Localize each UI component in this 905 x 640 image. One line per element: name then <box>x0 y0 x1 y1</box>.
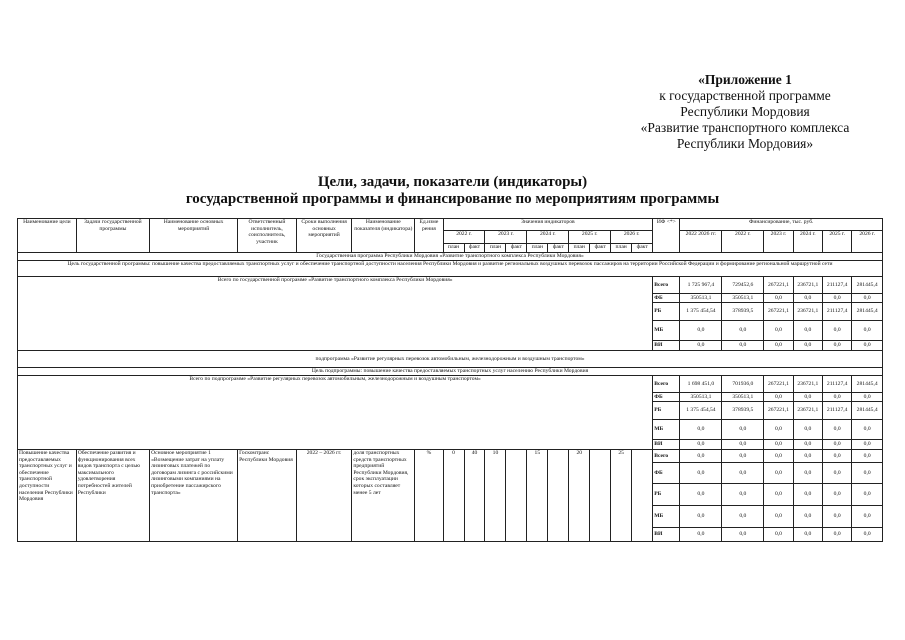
finance-value: 0,0 <box>852 463 883 484</box>
finance-value: 211127,4 <box>823 277 852 294</box>
header-plan: план <box>569 244 590 253</box>
activity-row <box>18 450 883 463</box>
finance-source: Всего <box>653 376 680 393</box>
finance-value: 0,0 <box>852 341 883 351</box>
header-source: ИФ <*> <box>653 219 680 253</box>
indicator-value: 40 <box>464 450 485 542</box>
finance-value: 0,0 <box>722 450 764 463</box>
finance-value: 0,0 <box>680 321 722 341</box>
finance-value: 0,0 <box>680 440 722 450</box>
finance-value: 0,0 <box>764 321 793 341</box>
finance-value: 0,0 <box>793 420 822 440</box>
header-responsible: Ответственный исполнитель, соисполнитель, участник <box>238 219 297 253</box>
finance-value: 236721,1 <box>793 376 822 393</box>
appendix-line-5: Республики Мордовия» <box>676 136 814 151</box>
finance-value: 0,0 <box>722 528 764 542</box>
finance-source: РБ <box>653 303 680 321</box>
finance-value: 0,0 <box>823 294 852 303</box>
finance-value: 0,0 <box>793 321 822 341</box>
program-goal: Цель государственной программы: повышение качества предоставляемых транспортных услуг и обеспечение транспортной доступности населения Республики Мордовия и развитие региональных воздушных перевозок пассажиров на территории Российской Федерации и формирование региональной маршрутной сети <box>18 261 883 277</box>
subprogram-title-row <box>18 351 883 368</box>
program-finance-row <box>18 277 883 294</box>
subprogram-goal-row <box>18 368 883 376</box>
finance-value: 0,0 <box>764 484 793 506</box>
finance-value: 267221,1 <box>764 303 793 321</box>
finance-value: 211127,4 <box>823 402 852 420</box>
finance-source: Всего <box>653 277 680 294</box>
finance-value: 0,0 <box>722 341 764 351</box>
header-fin-2023: 2023 г. <box>764 231 793 253</box>
finance-value: 0,0 <box>793 341 822 351</box>
finance-value: 0,0 <box>793 463 822 484</box>
header-task: Задачи государственной программы <box>76 219 149 253</box>
subprogram-finance-row <box>18 376 883 393</box>
document-title <box>0 174 905 208</box>
finance-value: 267221,1 <box>764 277 793 294</box>
finance-value: 0,0 <box>823 463 852 484</box>
finance-value: 0,0 <box>722 321 764 341</box>
header-fin-2024: 2024 г. <box>793 231 822 253</box>
finance-value: 0,0 <box>764 420 793 440</box>
finance-value: 0,0 <box>852 393 883 402</box>
finance-source: ВИ <box>653 341 680 351</box>
header-year-2025: 2025 г. <box>569 231 611 244</box>
finance-value: 1 375 454,54 <box>680 303 722 321</box>
finance-source: МБ <box>653 321 680 341</box>
finance-value: 281445,4 <box>852 376 883 393</box>
program-table <box>17 218 883 542</box>
activity-unit: % <box>415 450 443 542</box>
activity-responsible: Госкомтранс Республики Мордовия <box>238 450 297 542</box>
finance-value: 0,0 <box>793 450 822 463</box>
finance-value: 350513,1 <box>680 393 722 402</box>
finance-value: 0,0 <box>823 440 852 450</box>
finance-source: ФБ <box>653 393 680 402</box>
program-goal-row <box>18 261 883 277</box>
header-terms: Сроки выполнения основных мероприятий <box>296 219 352 253</box>
finance-value: 267221,1 <box>764 376 793 393</box>
header-fact: факт <box>506 244 527 253</box>
header-indicator: Наименование показателя (индикатора) <box>352 219 415 253</box>
finance-value: 0,0 <box>852 321 883 341</box>
finance-value: 281445,4 <box>852 303 883 321</box>
finance-value: 729452,6 <box>722 277 764 294</box>
finance-source: Всего <box>653 450 680 463</box>
header-unit: Ед.изме рения <box>415 219 443 253</box>
appendix-line-3: Республики Мордовия <box>680 104 810 119</box>
finance-value: 378939,5 <box>722 303 764 321</box>
finance-value: 0,0 <box>680 484 722 506</box>
subprogram-title: подпрограмма «Развитие регулярных перевозок автомобильным, железнодорожным и воздушным транспортом» <box>18 351 883 368</box>
finance-value: 0,0 <box>852 420 883 440</box>
header-fin-2026: 2026 г. <box>852 231 883 253</box>
header-plan: план <box>611 244 632 253</box>
finance-source: МБ <box>653 420 680 440</box>
header-plan: план <box>527 244 548 253</box>
finance-value: 1 375 454,54 <box>680 402 722 420</box>
finance-source: ВИ <box>653 528 680 542</box>
finance-value: 0,0 <box>852 294 883 303</box>
indicator-value: 20 <box>569 450 590 542</box>
activity-task: Обеспечение развития и функционирования всех видов транспорта с целью максимального удовлетворения потребностей жителей Республики <box>76 450 149 542</box>
program-table-wrapper <box>17 218 883 542</box>
finance-value: 0,0 <box>823 528 852 542</box>
finance-value: 0,0 <box>852 528 883 542</box>
finance-value: 0,0 <box>764 393 793 402</box>
subprogram-total-label: Всего по подпрограмме «Развитие регулярных перевозок автомобильным, железнодорожным и воздушным транспортом» <box>18 376 653 450</box>
finance-value: 0,0 <box>680 341 722 351</box>
finance-value: 0,0 <box>823 506 852 528</box>
indicator-value: 10 <box>485 450 506 542</box>
appendix-line-2: к государственной программе <box>659 88 831 103</box>
activity-name: Основное мероприятие 1 «Возмещение затрат на уплату лизинговых платежей по договорам лизинга с российскими лизинговыми компаниями на приобретение пассажирского транспорта» <box>150 450 238 542</box>
finance-value: 0,0 <box>680 528 722 542</box>
header-plan: план <box>485 244 506 253</box>
finance-value: 378939,5 <box>722 402 764 420</box>
indicator-value <box>632 450 653 542</box>
finance-value: 0,0 <box>722 463 764 484</box>
finance-value: 0,0 <box>823 420 852 440</box>
finance-value: 267221,1 <box>764 402 793 420</box>
finance-source: РБ <box>653 402 680 420</box>
indicator-value: 25 <box>611 450 632 542</box>
indicator-value <box>548 450 569 542</box>
finance-value: 0,0 <box>680 463 722 484</box>
finance-source: ФБ <box>653 463 680 484</box>
activity-goal: Повышение качества предоставляемых транспортных услуг и обеспечение транспортной доступности населения Республики Мордовия <box>18 450 77 542</box>
finance-value: 0,0 <box>764 450 793 463</box>
finance-value: 0,0 <box>764 463 793 484</box>
header-fin-2025: 2025 г. <box>823 231 852 253</box>
header-plan: план <box>443 244 464 253</box>
finance-value: 0,0 <box>680 450 722 463</box>
header-values: Значения индикаторов <box>443 219 653 231</box>
finance-value: 0,0 <box>852 440 883 450</box>
finance-source: ВИ <box>653 440 680 450</box>
finance-value: 350513,1 <box>722 393 764 402</box>
finance-value: 0,0 <box>823 450 852 463</box>
indicator-value: 0 <box>443 450 464 542</box>
finance-value: 0,0 <box>852 484 883 506</box>
appendix-heading <box>615 72 875 152</box>
header-fact: факт <box>464 244 485 253</box>
finance-value: 211127,4 <box>823 376 852 393</box>
program-total-label: Всего по государственной программе «Развитие транспортного комплекса Республики Мордовия» <box>18 277 653 351</box>
finance-value: 0,0 <box>680 420 722 440</box>
appendix-line-1: «Приложение 1 <box>698 72 792 87</box>
finance-value: 0,0 <box>680 506 722 528</box>
header-fact: факт <box>548 244 569 253</box>
finance-value: 1 698 451,0 <box>680 376 722 393</box>
finance-source: РБ <box>653 484 680 506</box>
header-goal: Наименование цели <box>18 219 77 253</box>
header-fin-total: 2022 2026 гг. <box>680 231 722 253</box>
header-activity: Наименование основных мероприятий <box>150 219 238 253</box>
finance-source: ФБ <box>653 294 680 303</box>
subprogram-goal: Цель подпрограммы: повышение качества предоставляемых транспортных услуг населению Республики Мордовия <box>18 368 883 376</box>
header-fact: факт <box>590 244 611 253</box>
finance-value: 236721,1 <box>793 303 822 321</box>
header-year-2024: 2024 г. <box>527 231 569 244</box>
finance-value: 236721,1 <box>793 277 822 294</box>
finance-value: 0,0 <box>852 450 883 463</box>
finance-value: 0,0 <box>823 393 852 402</box>
indicator-value <box>506 450 527 542</box>
finance-value: 701936,0 <box>722 376 764 393</box>
program-title-row <box>18 253 883 261</box>
finance-source: МБ <box>653 506 680 528</box>
header-finance: Финансирование, тыс. руб. <box>680 219 883 231</box>
finance-value: 0,0 <box>793 393 822 402</box>
finance-value: 0,0 <box>722 506 764 528</box>
finance-value: 350513,1 <box>680 294 722 303</box>
indicator-value <box>590 450 611 542</box>
appendix-line-4: «Развитие транспортного комплекса <box>640 120 850 135</box>
finance-value: 0,0 <box>823 341 852 351</box>
finance-value: 281445,4 <box>852 277 883 294</box>
finance-value: 0,0 <box>793 484 822 506</box>
finance-value: 0,0 <box>722 420 764 440</box>
header-year-2022: 2022 г. <box>443 231 485 244</box>
finance-value: 0,0 <box>722 440 764 450</box>
finance-value: 0,0 <box>764 528 793 542</box>
header-row-1 <box>18 219 883 231</box>
finance-value: 0,0 <box>722 484 764 506</box>
finance-value: 0,0 <box>764 294 793 303</box>
document-title-line-1: Цели, задачи, показатели (индикаторы) <box>317 174 588 190</box>
header-fact: факт <box>632 244 653 253</box>
header-year-2026: 2026 г. <box>611 231 653 244</box>
finance-value: 0,0 <box>793 528 822 542</box>
indicator-value: 15 <box>527 450 548 542</box>
finance-value: 350513,1 <box>722 294 764 303</box>
finance-value: 0,0 <box>764 341 793 351</box>
finance-value: 0,0 <box>852 506 883 528</box>
finance-value: 211127,4 <box>823 303 852 321</box>
document-title-line-2: государственной программы и финансирование по мероприятиям программы <box>185 191 720 207</box>
finance-value: 0,0 <box>793 440 822 450</box>
activity-terms: 2022 – 2026 гг. <box>296 450 352 542</box>
header-fin-2022: 2022 г. <box>722 231 764 253</box>
program-title: Государственная программа Республики Мордовия «Развитие транспортного комплекса Республики Мордовия» <box>18 253 883 261</box>
finance-value: 1 725 967,4 <box>680 277 722 294</box>
finance-value: 0,0 <box>793 294 822 303</box>
finance-value: 0,0 <box>823 484 852 506</box>
finance-value: 0,0 <box>764 440 793 450</box>
activity-indicator: доля транспортных средств транспортных предприятий Республики Мордовия, срок эксплуатации которых составляет менее 5 лет <box>352 450 415 542</box>
finance-value: 281445,4 <box>852 402 883 420</box>
finance-value: 0,0 <box>793 506 822 528</box>
finance-value: 236721,1 <box>793 402 822 420</box>
header-year-2023: 2023 г. <box>485 231 527 244</box>
finance-value: 0,0 <box>823 321 852 341</box>
finance-value: 0,0 <box>764 506 793 528</box>
